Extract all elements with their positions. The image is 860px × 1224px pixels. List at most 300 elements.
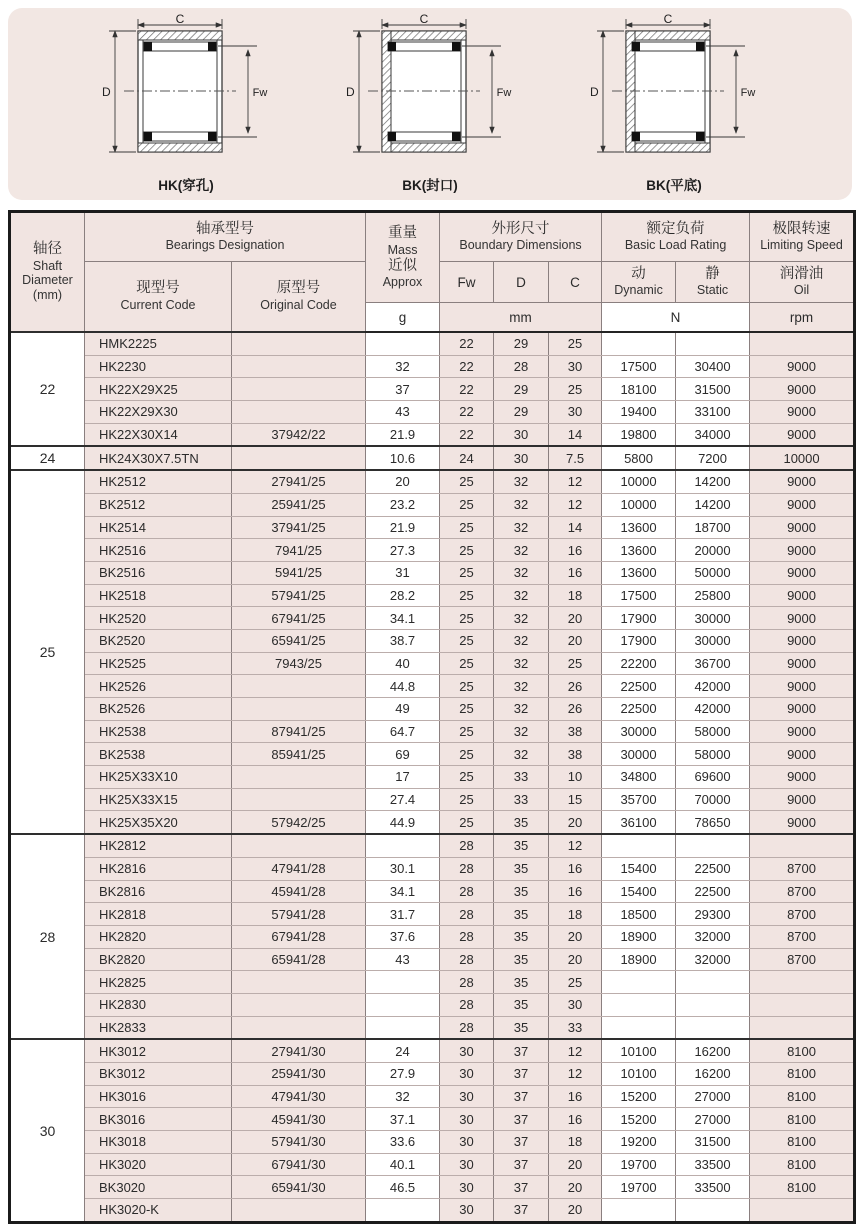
original-code-cell — [232, 698, 366, 721]
d-cell: 35 — [494, 948, 549, 971]
original-code-cell: 67941/25 — [232, 607, 366, 630]
static-load-cell: 14200 — [676, 470, 750, 493]
shaft-diameter-cell: 28 — [10, 834, 85, 1039]
original-code-cell: 27941/25 — [232, 470, 366, 493]
fw-cell: 30 — [440, 1199, 494, 1223]
original-code-cell: 47941/30 — [232, 1085, 366, 1108]
header-mass-approx: 重量 Mass 近似 Approx — [366, 212, 440, 303]
dynamic-load-cell: 18100 — [602, 378, 676, 401]
fw-cell: 25 — [440, 607, 494, 630]
dynamic-load-cell — [602, 834, 676, 857]
oil-speed-cell: 9000 — [750, 516, 855, 539]
dynamic-load-cell: 19700 — [602, 1153, 676, 1176]
static-load-cell: 31500 — [676, 378, 750, 401]
header-current-code: 现型号 Current Code — [85, 262, 232, 333]
d-cell: 32 — [494, 652, 549, 675]
dim-label-fw: Fw — [252, 86, 268, 99]
dynamic-load-cell: 19200 — [602, 1131, 676, 1154]
current-code-cell: HK3018 — [85, 1131, 232, 1154]
d-cell: 35 — [494, 971, 549, 994]
oil-speed-cell: 8700 — [750, 925, 855, 948]
dim-label-fw: Fw — [496, 86, 512, 99]
mass-cell — [366, 834, 440, 857]
c-cell: 38 — [549, 743, 602, 766]
oil-speed-cell — [750, 332, 855, 355]
original-code-cell: 65941/30 — [232, 1176, 366, 1199]
original-code-cell: 5941/25 — [232, 561, 366, 584]
table-row — [10, 811, 855, 834]
fw-cell: 28 — [440, 903, 494, 926]
c-cell: 12 — [549, 1039, 602, 1062]
original-code-cell: 87941/25 — [232, 720, 366, 743]
dynamic-load-cell — [602, 993, 676, 1016]
current-code-cell: BK3020 — [85, 1176, 232, 1199]
c-cell: 18 — [549, 903, 602, 926]
current-code-cell: HK2525 — [85, 652, 232, 675]
table-row — [10, 675, 855, 698]
static-load-cell: 16200 — [676, 1063, 750, 1086]
current-code-cell: BK2520 — [85, 629, 232, 652]
dynamic-load-cell: 10000 — [602, 493, 676, 516]
d-cell: 35 — [494, 993, 549, 1016]
mass-cell: 27.4 — [366, 788, 440, 811]
static-load-cell: 29300 — [676, 903, 750, 926]
oil-speed-cell: 8100 — [750, 1063, 855, 1086]
diagram-banner — [8, 8, 852, 200]
fw-cell: 28 — [440, 948, 494, 971]
c-cell: 15 — [549, 788, 602, 811]
oil-speed-cell: 8100 — [750, 1085, 855, 1108]
current-code-cell: HK2518 — [85, 584, 232, 607]
current-code-cell: HK3012 — [85, 1039, 232, 1062]
fw-cell: 22 — [440, 332, 494, 355]
static-load-cell — [676, 993, 750, 1016]
dynamic-load-cell: 17500 — [602, 355, 676, 378]
static-load-cell: 42000 — [676, 698, 750, 721]
current-code-cell: HK2526 — [85, 675, 232, 698]
table-row — [10, 355, 855, 378]
unit-newton: N — [602, 303, 750, 333]
current-code-cell: HK3016 — [85, 1085, 232, 1108]
c-cell: 30 — [549, 993, 602, 1016]
c-cell: 12 — [549, 1063, 602, 1086]
original-code-cell: 37941/25 — [232, 516, 366, 539]
table-row — [10, 470, 855, 493]
original-code-cell: 57942/25 — [232, 811, 366, 834]
dynamic-load-cell: 34800 — [602, 766, 676, 789]
oil-speed-cell: 9000 — [750, 539, 855, 562]
d-cell: 37 — [494, 1063, 549, 1086]
dynamic-load-cell — [602, 1016, 676, 1039]
header-c: C — [549, 262, 602, 303]
static-load-cell: 32000 — [676, 925, 750, 948]
header-oil: 润滑油 Oil — [750, 262, 855, 303]
original-code-cell: 67941/28 — [232, 925, 366, 948]
original-code-cell: 57941/28 — [232, 903, 366, 926]
c-cell: 30 — [549, 401, 602, 424]
oil-speed-cell: 8100 — [750, 1153, 855, 1176]
shaft-diameter-cell: 22 — [10, 332, 85, 446]
current-code-cell: BK3016 — [85, 1108, 232, 1131]
header-dynamic: 动 Dynamic — [602, 262, 676, 303]
shaft-diameter-cell: 30 — [10, 1039, 85, 1222]
mass-cell: 32 — [366, 355, 440, 378]
c-cell: 20 — [549, 1153, 602, 1176]
table-row — [10, 539, 855, 562]
c-cell: 33 — [549, 1016, 602, 1039]
oil-speed-cell: 9000 — [750, 378, 855, 401]
mass-cell: 43 — [366, 401, 440, 424]
original-code-cell — [232, 355, 366, 378]
d-cell: 32 — [494, 493, 549, 516]
static-load-cell: 25800 — [676, 584, 750, 607]
mass-cell: 40 — [366, 652, 440, 675]
oil-speed-cell: 8700 — [750, 880, 855, 903]
dynamic-load-cell: 13600 — [602, 561, 676, 584]
c-cell: 14 — [549, 516, 602, 539]
fw-cell: 22 — [440, 423, 494, 446]
original-code-cell: 57941/25 — [232, 584, 366, 607]
header-original-code: 原型号 Original Code — [232, 262, 366, 333]
static-load-cell: 50000 — [676, 561, 750, 584]
fw-cell: 30 — [440, 1176, 494, 1199]
oil-speed-cell: 9000 — [750, 561, 855, 584]
d-cell: 32 — [494, 743, 549, 766]
d-cell: 37 — [494, 1176, 549, 1199]
dynamic-load-cell: 13600 — [602, 539, 676, 562]
mass-cell: 27.9 — [366, 1063, 440, 1086]
d-cell: 32 — [494, 607, 549, 630]
dynamic-load-cell: 30000 — [602, 743, 676, 766]
unit-rpm: rpm — [750, 303, 855, 333]
mass-cell: 34.1 — [366, 607, 440, 630]
c-cell: 18 — [549, 584, 602, 607]
d-cell: 32 — [494, 470, 549, 493]
current-code-cell: HK2516 — [85, 539, 232, 562]
c-cell: 16 — [549, 880, 602, 903]
d-cell: 32 — [494, 539, 549, 562]
table-row — [10, 401, 855, 424]
oil-speed-cell: 9000 — [750, 629, 855, 652]
original-code-cell — [232, 788, 366, 811]
oil-speed-cell: 9000 — [750, 607, 855, 630]
table-row — [10, 788, 855, 811]
dynamic-load-cell — [602, 971, 676, 994]
mass-cell: 17 — [366, 766, 440, 789]
c-cell: 25 — [549, 971, 602, 994]
mass-cell: 30.1 — [366, 857, 440, 880]
header-shaft-diameter: 轴径 Shaft Diameter (mm) — [10, 212, 85, 333]
current-code-cell: BK2516 — [85, 561, 232, 584]
mass-cell: 27.3 — [366, 539, 440, 562]
original-code-cell: 67941/30 — [232, 1153, 366, 1176]
mass-cell: 64.7 — [366, 720, 440, 743]
table-row — [10, 378, 855, 401]
oil-speed-cell: 8700 — [750, 903, 855, 926]
oil-speed-cell: 9000 — [750, 788, 855, 811]
current-code-cell: HK2520 — [85, 607, 232, 630]
fw-cell: 25 — [440, 516, 494, 539]
header-basic-load-rating: 额定负荷 Basic Load Rating — [602, 212, 750, 262]
original-code-cell: 7941/25 — [232, 539, 366, 562]
table-row — [10, 1131, 855, 1154]
oil-speed-cell: 9000 — [750, 743, 855, 766]
table-row — [10, 561, 855, 584]
header-fw: Fw — [440, 262, 494, 303]
table-row — [10, 584, 855, 607]
table-row — [10, 423, 855, 446]
dynamic-load-cell: 15400 — [602, 880, 676, 903]
table-row — [10, 743, 855, 766]
mass-cell — [366, 971, 440, 994]
table-row — [10, 834, 855, 857]
static-load-cell: 34000 — [676, 423, 750, 446]
d-cell: 30 — [494, 446, 549, 470]
dynamic-load-cell — [602, 1199, 676, 1223]
static-load-cell: 7200 — [676, 446, 750, 470]
oil-speed-cell: 9000 — [750, 423, 855, 446]
dynamic-load-cell: 19700 — [602, 1176, 676, 1199]
d-cell: 37 — [494, 1085, 549, 1108]
mass-cell — [366, 1016, 440, 1039]
current-code-cell: HK2538 — [85, 720, 232, 743]
current-code-cell: HK2820 — [85, 925, 232, 948]
static-load-cell: 14200 — [676, 493, 750, 516]
dynamic-load-cell: 17500 — [602, 584, 676, 607]
original-code-cell — [232, 1199, 366, 1223]
table-row — [10, 971, 855, 994]
current-code-cell: HMK2225 — [85, 332, 232, 355]
current-code-cell: HK25X35X20 — [85, 811, 232, 834]
c-cell: 26 — [549, 675, 602, 698]
c-cell: 20 — [549, 1176, 602, 1199]
bearing-cross-section — [100, 11, 272, 173]
c-cell: 20 — [549, 811, 602, 834]
bearing-table-wrap — [8, 210, 853, 1224]
mass-cell: 69 — [366, 743, 440, 766]
oil-speed-cell — [750, 993, 855, 1016]
bearing-cross-section — [344, 11, 516, 173]
mass-cell: 23.2 — [366, 493, 440, 516]
d-cell: 35 — [494, 880, 549, 903]
current-code-cell: HK2818 — [85, 903, 232, 926]
mass-cell — [366, 332, 440, 355]
current-code-cell: HK25X33X15 — [85, 788, 232, 811]
mass-cell: 33.6 — [366, 1131, 440, 1154]
static-load-cell: 30000 — [676, 607, 750, 630]
fw-cell: 22 — [440, 355, 494, 378]
bearing-diagram — [588, 11, 760, 194]
static-load-cell: 22500 — [676, 857, 750, 880]
dim-label-c: C — [175, 11, 185, 26]
dim-label-d: D — [346, 84, 355, 99]
mass-cell: 37.6 — [366, 925, 440, 948]
mass-cell: 10.6 — [366, 446, 440, 470]
fw-cell: 30 — [440, 1108, 494, 1131]
fw-cell: 25 — [440, 470, 494, 493]
current-code-cell: BK2820 — [85, 948, 232, 971]
table-row — [10, 857, 855, 880]
oil-speed-cell: 9000 — [750, 493, 855, 516]
d-cell: 37 — [494, 1131, 549, 1154]
current-code-cell: HK3020-K — [85, 1199, 232, 1223]
d-cell: 35 — [494, 1016, 549, 1039]
dynamic-load-cell: 10000 — [602, 470, 676, 493]
dynamic-load-cell: 19800 — [602, 423, 676, 446]
current-code-cell: HK2825 — [85, 971, 232, 994]
d-cell: 32 — [494, 698, 549, 721]
dim-label-c: C — [663, 11, 673, 26]
dim-label-c: C — [419, 11, 429, 26]
c-cell: 12 — [549, 493, 602, 516]
c-cell: 20 — [549, 629, 602, 652]
diagram-caption: BK(封口) — [402, 177, 458, 193]
original-code-cell: 27941/30 — [232, 1039, 366, 1062]
dynamic-load-cell: 30000 — [602, 720, 676, 743]
table-row — [10, 1039, 855, 1062]
dynamic-load-cell — [602, 332, 676, 355]
fw-cell: 22 — [440, 401, 494, 424]
static-load-cell — [676, 1199, 750, 1223]
current-code-cell: HK2512 — [85, 470, 232, 493]
fw-cell: 30 — [440, 1085, 494, 1108]
mass-cell: 44.8 — [366, 675, 440, 698]
current-code-cell: HK2230 — [85, 355, 232, 378]
static-load-cell — [676, 332, 750, 355]
c-cell: 14 — [549, 423, 602, 446]
fw-cell: 22 — [440, 378, 494, 401]
dynamic-load-cell: 10100 — [602, 1063, 676, 1086]
original-code-cell: 37942/22 — [232, 423, 366, 446]
current-code-cell: HK22X29X25 — [85, 378, 232, 401]
dynamic-load-cell: 13600 — [602, 516, 676, 539]
c-cell: 16 — [549, 1108, 602, 1131]
current-code-cell: HK2816 — [85, 857, 232, 880]
original-code-cell — [232, 675, 366, 698]
c-cell: 38 — [549, 720, 602, 743]
table-row — [10, 720, 855, 743]
unit-mm: mm — [440, 303, 602, 333]
static-load-cell — [676, 1016, 750, 1039]
oil-speed-cell: 8100 — [750, 1176, 855, 1199]
static-load-cell: 58000 — [676, 720, 750, 743]
table-row — [10, 629, 855, 652]
dynamic-load-cell: 15200 — [602, 1108, 676, 1131]
fw-cell: 28 — [440, 880, 494, 903]
current-code-cell: HK24X30X7.5TN — [85, 446, 232, 470]
mass-cell: 31 — [366, 561, 440, 584]
d-cell: 32 — [494, 584, 549, 607]
c-cell: 25 — [549, 652, 602, 675]
mass-cell — [366, 993, 440, 1016]
d-cell: 35 — [494, 857, 549, 880]
current-code-cell: HK3020 — [85, 1153, 232, 1176]
c-cell: 20 — [549, 1199, 602, 1223]
fw-cell: 25 — [440, 561, 494, 584]
static-load-cell: 32000 — [676, 948, 750, 971]
dynamic-load-cell: 15400 — [602, 857, 676, 880]
static-load-cell: 69600 — [676, 766, 750, 789]
header-limiting-speed: 极限转速 Limiting Speed — [750, 212, 855, 262]
c-cell: 20 — [549, 925, 602, 948]
mass-cell: 43 — [366, 948, 440, 971]
c-cell: 30 — [549, 355, 602, 378]
table-row — [10, 698, 855, 721]
d-cell: 37 — [494, 1039, 549, 1062]
c-cell: 12 — [549, 834, 602, 857]
fw-cell: 28 — [440, 993, 494, 1016]
fw-cell: 24 — [440, 446, 494, 470]
table-row — [10, 948, 855, 971]
mass-cell: 24 — [366, 1039, 440, 1062]
fw-cell: 30 — [440, 1153, 494, 1176]
d-cell: 33 — [494, 788, 549, 811]
table-row — [10, 925, 855, 948]
static-load-cell — [676, 834, 750, 857]
fw-cell: 25 — [440, 766, 494, 789]
table-row — [10, 1085, 855, 1108]
d-cell: 29 — [494, 332, 549, 355]
mass-cell: 46.5 — [366, 1176, 440, 1199]
oil-speed-cell: 9000 — [750, 698, 855, 721]
fw-cell: 28 — [440, 971, 494, 994]
table-row — [10, 652, 855, 675]
original-code-cell — [232, 378, 366, 401]
d-cell: 29 — [494, 401, 549, 424]
original-code-cell: 7943/25 — [232, 652, 366, 675]
d-cell: 32 — [494, 561, 549, 584]
current-code-cell: HK2812 — [85, 834, 232, 857]
original-code-cell — [232, 766, 366, 789]
d-cell: 28 — [494, 355, 549, 378]
header-d: D — [494, 262, 549, 303]
mass-cell: 31.7 — [366, 903, 440, 926]
table-row — [10, 903, 855, 926]
mass-cell: 28.2 — [366, 584, 440, 607]
c-cell: 16 — [549, 561, 602, 584]
table-row — [10, 766, 855, 789]
fw-cell: 28 — [440, 857, 494, 880]
original-code-cell: 57941/30 — [232, 1131, 366, 1154]
diagram-caption: HK(穿孔) — [158, 177, 214, 193]
dynamic-load-cell: 15200 — [602, 1085, 676, 1108]
original-code-cell — [232, 834, 366, 857]
header-bearings-designation: 轴承型号 Bearings Designation — [85, 212, 366, 262]
fw-cell: 25 — [440, 493, 494, 516]
oil-speed-cell — [750, 1016, 855, 1039]
fw-cell: 28 — [440, 834, 494, 857]
original-code-cell — [232, 446, 366, 470]
table-row — [10, 993, 855, 1016]
bearing-diagram — [344, 11, 516, 194]
original-code-cell: 25941/30 — [232, 1063, 366, 1086]
table-row — [10, 880, 855, 903]
oil-speed-cell — [750, 1199, 855, 1223]
original-code-cell: 45941/28 — [232, 880, 366, 903]
oil-speed-cell — [750, 971, 855, 994]
fw-cell: 30 — [440, 1131, 494, 1154]
c-cell: 26 — [549, 698, 602, 721]
fw-cell: 25 — [440, 539, 494, 562]
static-load-cell: 78650 — [676, 811, 750, 834]
static-load-cell: 33500 — [676, 1176, 750, 1199]
c-cell: 12 — [549, 470, 602, 493]
c-cell: 25 — [549, 332, 602, 355]
shaft-diameter-cell: 25 — [10, 470, 85, 834]
c-cell: 20 — [549, 607, 602, 630]
oil-speed-cell: 8100 — [750, 1039, 855, 1062]
table-row — [10, 1176, 855, 1199]
